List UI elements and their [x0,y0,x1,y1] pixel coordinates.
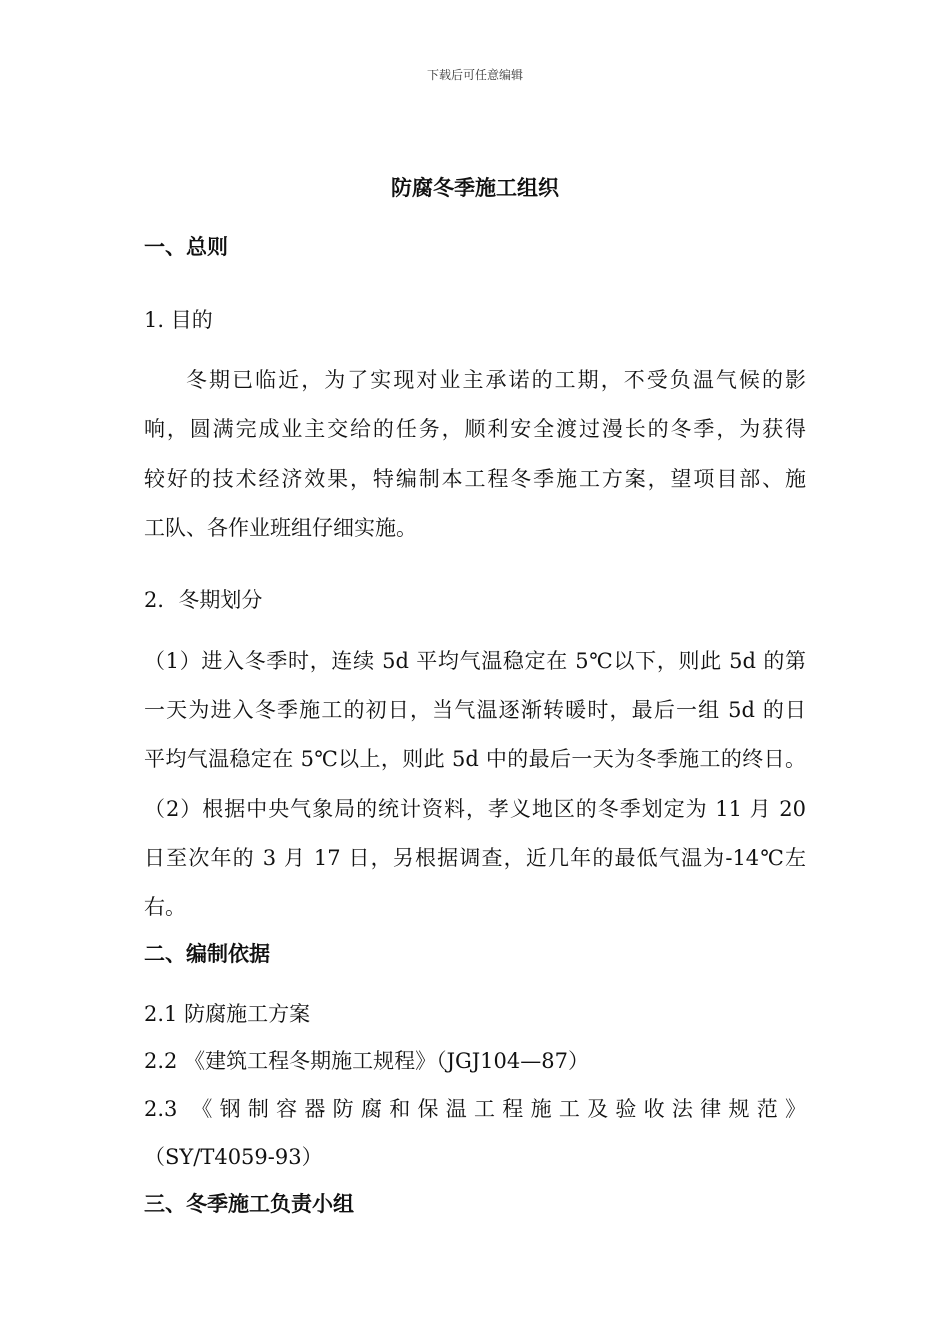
division-line-2: 一天为进入冬季施工的初日，当气温逐渐转暖时，最后一组 5d 的日 [144,698,806,722]
section-heading-basis: 二、编制依据 [144,941,270,966]
division-line-5: 日至次年的 3 月 17 日，另根据调查，近几年的最低气温为-14℃左 [144,846,806,870]
basis-item-3-code: （SY/T4059-93） [144,1145,323,1169]
division-line-6: 右。 [144,895,186,919]
purpose-line-4: 工队、各作业班组仔细实施。 [144,516,417,540]
section-heading-team: 三、冬季施工负责小组 [144,1191,354,1216]
header-note: 下载后可任意编辑 [426,68,523,82]
division-line-3: 平均气温稳定在 5℃以上，则此 5d 中的最后一天为冬季施工的终日。 [144,747,806,771]
item-title-purpose: 1. 目的 [144,308,213,332]
basis-item-1: 2.1 防腐施工方案 [144,1002,311,1026]
division-line-1: （1）进入冬季时，连续 5d 平均气温稳定在 5℃以下，则此 5d 的第 [144,649,806,673]
section-heading-general: 一、总则 [144,234,228,259]
basis-item-3: 2.3 《钢制容器防腐和保温工程施工及验收法律规范》 [144,1097,806,1121]
purpose-line-1: 冬期已临近，为了实现对业主承诺的工期，不受负温气候的影 [186,368,806,392]
division-line-4: （2）根据中央气象局的统计资料，孝义地区的冬季划定为 11 月 20 [144,797,806,821]
purpose-line-3: 较好的技术经济效果，特编制本工程冬季施工方案，望项目部、施 [144,467,806,491]
document-title: 防腐冬季施工组织 [391,175,559,200]
basis-item-2: 2.2 《建筑工程冬期施工规程》（JGJ104—87） [144,1049,589,1073]
item-title-winter-division: 2．冬期划分 [144,588,263,612]
purpose-line-2: 响，圆满完成业主交给的任务，顺利安全渡过漫长的冬季，为获得 [144,417,806,441]
